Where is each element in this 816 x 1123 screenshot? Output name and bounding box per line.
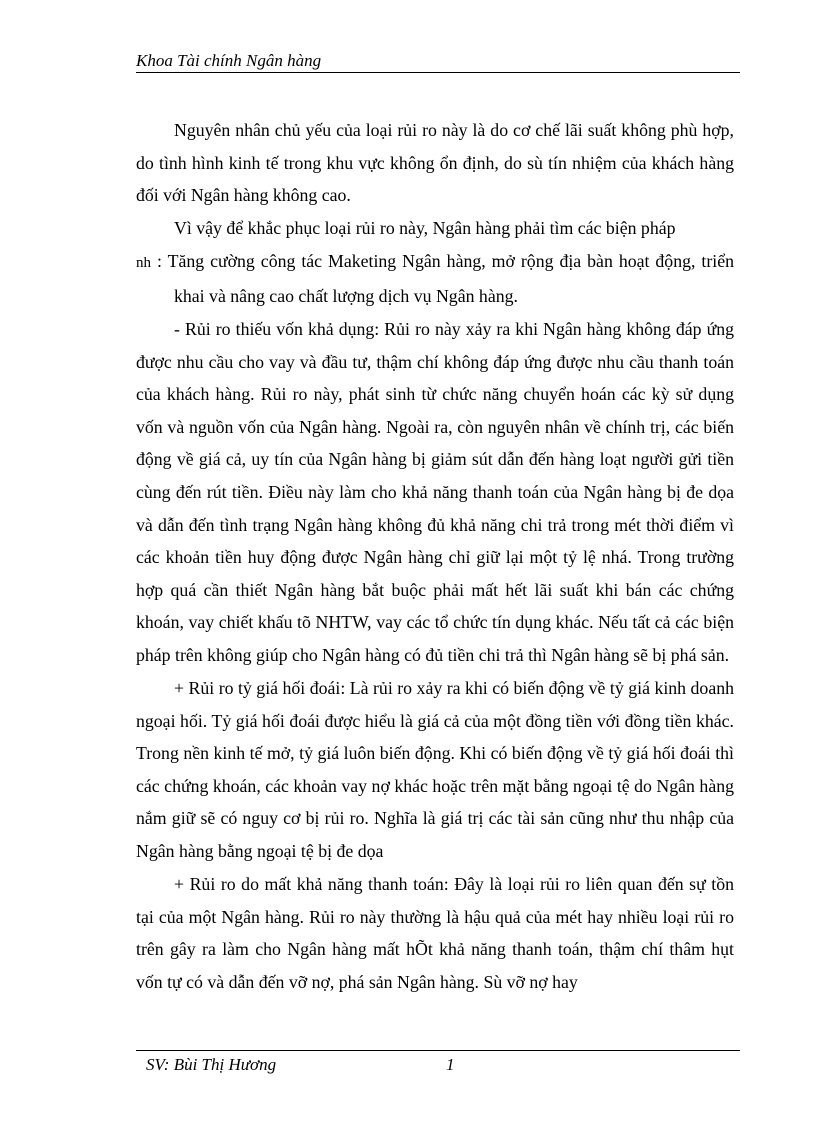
paragraph-1: Nguyên nhân chủ yếu của loại rủi ro này là do cơ chế lãi suất không phù hợp, do tình hình kinh tế trong khu vực không ổn định, do sù tín nhiệm của khách hàng đối với Ngân hàng không cao. [136,120,734,206]
paragraph-3: - Rủi ro thiếu vốn khả dụng: Rủi ro này xảy ra khi Ngân hàng không đáp ứng được nhu cầu cho vay và đầu tư, thậm chí không đáp ứng được nhu cầu thanh toán của khách hàng. Rủi ro này, phát sinh từ chức năng chuyển hoán các kỳ sử dụng vốn và nguồn vốn của Ngân hàng. Ngoài ra, còn nguyên nhân về chính trị, các biến động về giá cả, uy tín của Ngân hàng bị giảm sút dẫn đến hàng loạt người gửi tiền cùng đến rút tiền. Điều này làm cho khả năng thanh toán của Ngân hàng bị đe dọa và dẫn đến tình trạng Ngân hàng không đủ khả năng chi trả trong mét thời điểm vì các khoản tiền huy động được Ngân hàng chỉ giữ lại một tỷ lệ nhá. Trong trường hợp quá cần thiết Ngân hàng bắt buộc phải mất hết lãi suất khi bán các chứng khoán, vay chiết khấu tõ NHTW, vay các tổ chức tín dụng khác. Nếu tất cả các biện pháp trên không giúp cho Ngân hàng có đủ tiền chi trả thì Ngân hàng sẽ bị phá sản. [136,319,734,665]
page-header [136,50,740,73]
paragraph-2-continuation [136,245,734,312]
page-footer [146,1053,726,1077]
paragraph-5: + Rủi ro do mất khả năng thanh toán: Đây là loại rủi ro liên quan đến sự tồn tại của một Ngân hàng. Rủi ro này thường là hậu quả của mét hay nhiều loại rủi ro trên gây ra làm cho Ngân hàng mất hÕt khả năng thanh toán, thậm chí thâm hụt vốn tự có và dẫn đến vỡ nợ, phá sản Ngân hàng. Sù vỡ nợ hay [136,874,734,992]
document-body [136,114,734,999]
header-title: Khoa Tài chính Ngân hàng [136,51,322,70]
footer-rule [136,1050,740,1051]
footer-author: SV: Bùi Thị Hương [146,1055,277,1074]
paragraph-4: + Rủi ro tỷ giá hối đoái: Là rủi ro xảy ra khi có biến động về tỷ giá kinh doanh ngoại hối. Tỷ giá hối đoái được hiểu là giá cả của một đồng tiền với đồng tiền khác. Trong nền kinh tế mở, tỷ giá luôn biến động. Khi có biến động về tỷ giá hối đoái thì các chứng khoán, các khoản vay nợ khác hoặc trên mặt bằng ngoại tệ do Ngân hàng nắm giữ sẽ có nguy cơ bị rủi ro. Nghĩa là giá trị các tài sản cũng như thu nhập của Ngân hàng bằng ngoại tệ bị đe dọa [136,678,734,862]
page-number: 1 [446,1055,455,1074]
paragraph-2-lead: nh [136,255,151,272]
paragraph-2-text: : Tăng cường công tác Maketing Ngân hàng, mở rộng địa bàn hoạt động, triển khai và nâng cao chất lượng dịch vụ Ngân hàng. [156,251,734,306]
paragraph-2: Vì vậy để khắc phục loại rủi ro này, Ngân hàng phải tìm các biện pháp [174,218,676,239]
